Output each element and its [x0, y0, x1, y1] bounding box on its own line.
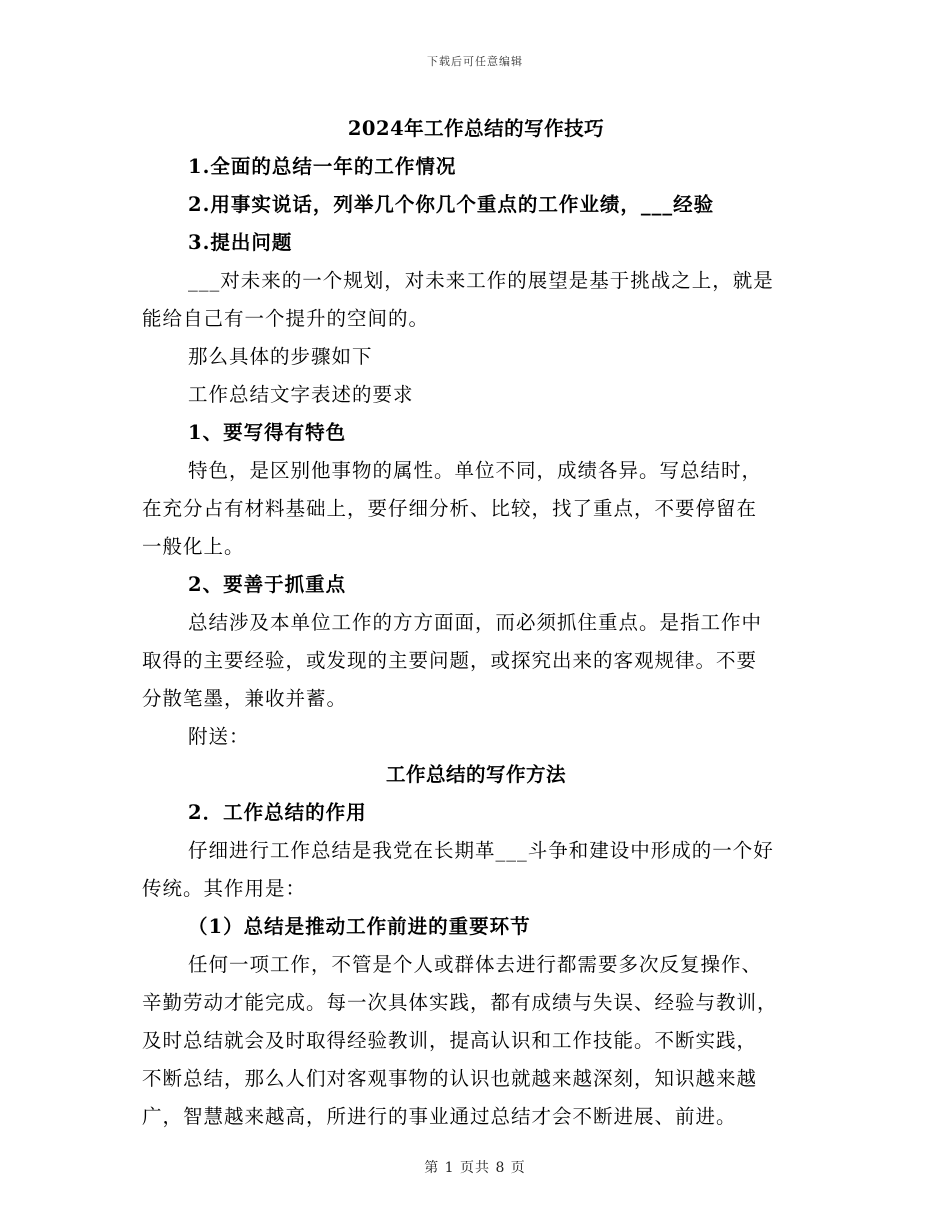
page-footer: 第 1 页共 8 页 — [424, 1160, 526, 1176]
paragraph-line: 取得的主要经验，或发现的主要问题，或探究出来的客观规律。不要 — [142, 649, 758, 672]
paragraph-line: 能给自己有一个提升的空间的。 — [142, 307, 430, 330]
paragraph-line: ___对未来的一个规划，对未来工作的展望是基于挑战之上，就是 — [188, 269, 774, 292]
paragraph-line: 不断总结，那么人们对客观事物的认识也就越来越深刻，知识越来越 — [142, 1067, 758, 1090]
subsection-heading: （1）总结是推动工作前进的重要环节 — [188, 915, 531, 938]
paragraph-line: 一般化上。 — [142, 535, 245, 558]
point-heading: 1.全面的总结一年的工作情况 — [188, 155, 457, 178]
paragraph-line: 特色，是区别他事物的属性。单位不同，成绩各异。写总结时， — [188, 459, 763, 482]
paragraph-line: 总结涉及本单位工作的方方面面，而必须抓住重点。是指工作中 — [188, 611, 763, 634]
paragraph-line: 及时总结就会及时取得经验教训，提高认识和工作技能。不断实践， — [142, 1029, 758, 1052]
paragraph-line: 在充分占有材料基础上，要仔细分析、比较，找了重点，不要停留在 — [142, 497, 758, 520]
paragraph-line: 辛勤劳动才能完成。每一次具体实践，都有成绩与失误、经验与教训， — [142, 991, 778, 1014]
page-header: 下载后可任意编辑 — [427, 55, 523, 68]
point-heading: 3.提出问题 — [188, 231, 293, 254]
paragraph-line: 工作总结文字表述的要求 — [188, 383, 414, 406]
paragraph-line: 任何一项工作，不管是个人或群体去进行都需要多次反复操作、 — [188, 953, 763, 976]
paragraph-line: 附送： — [188, 725, 250, 748]
document-title: 2024年工作总结的写作技巧 — [347, 117, 605, 140]
paragraph-line: 仔细进行工作总结是我党在长期革___斗争和建设中形成的一个好 — [188, 839, 774, 862]
secondary-title: 工作总结的写作方法 — [385, 763, 566, 786]
section-heading: 1、要写得有特色 — [188, 421, 347, 444]
paragraph-line: 广，智慧越来越高，所进行的事业通过总结才会不断进展、前进。 — [142, 1105, 737, 1128]
paragraph-line: 那么具体的步骤如下 — [188, 345, 373, 368]
section-heading: 2、要善于抓重点 — [188, 573, 347, 596]
paragraph-line: 传统。其作用是： — [142, 877, 307, 900]
point-heading: 2.用事实说话，列举几个你几个重点的工作业绩，___经验 — [188, 193, 715, 216]
section-heading: 2．工作总结的作用 — [188, 801, 367, 824]
paragraph-line: 分散笔墨，兼收并蓄。 — [142, 687, 348, 710]
document-body — [142, 110, 810, 1136]
